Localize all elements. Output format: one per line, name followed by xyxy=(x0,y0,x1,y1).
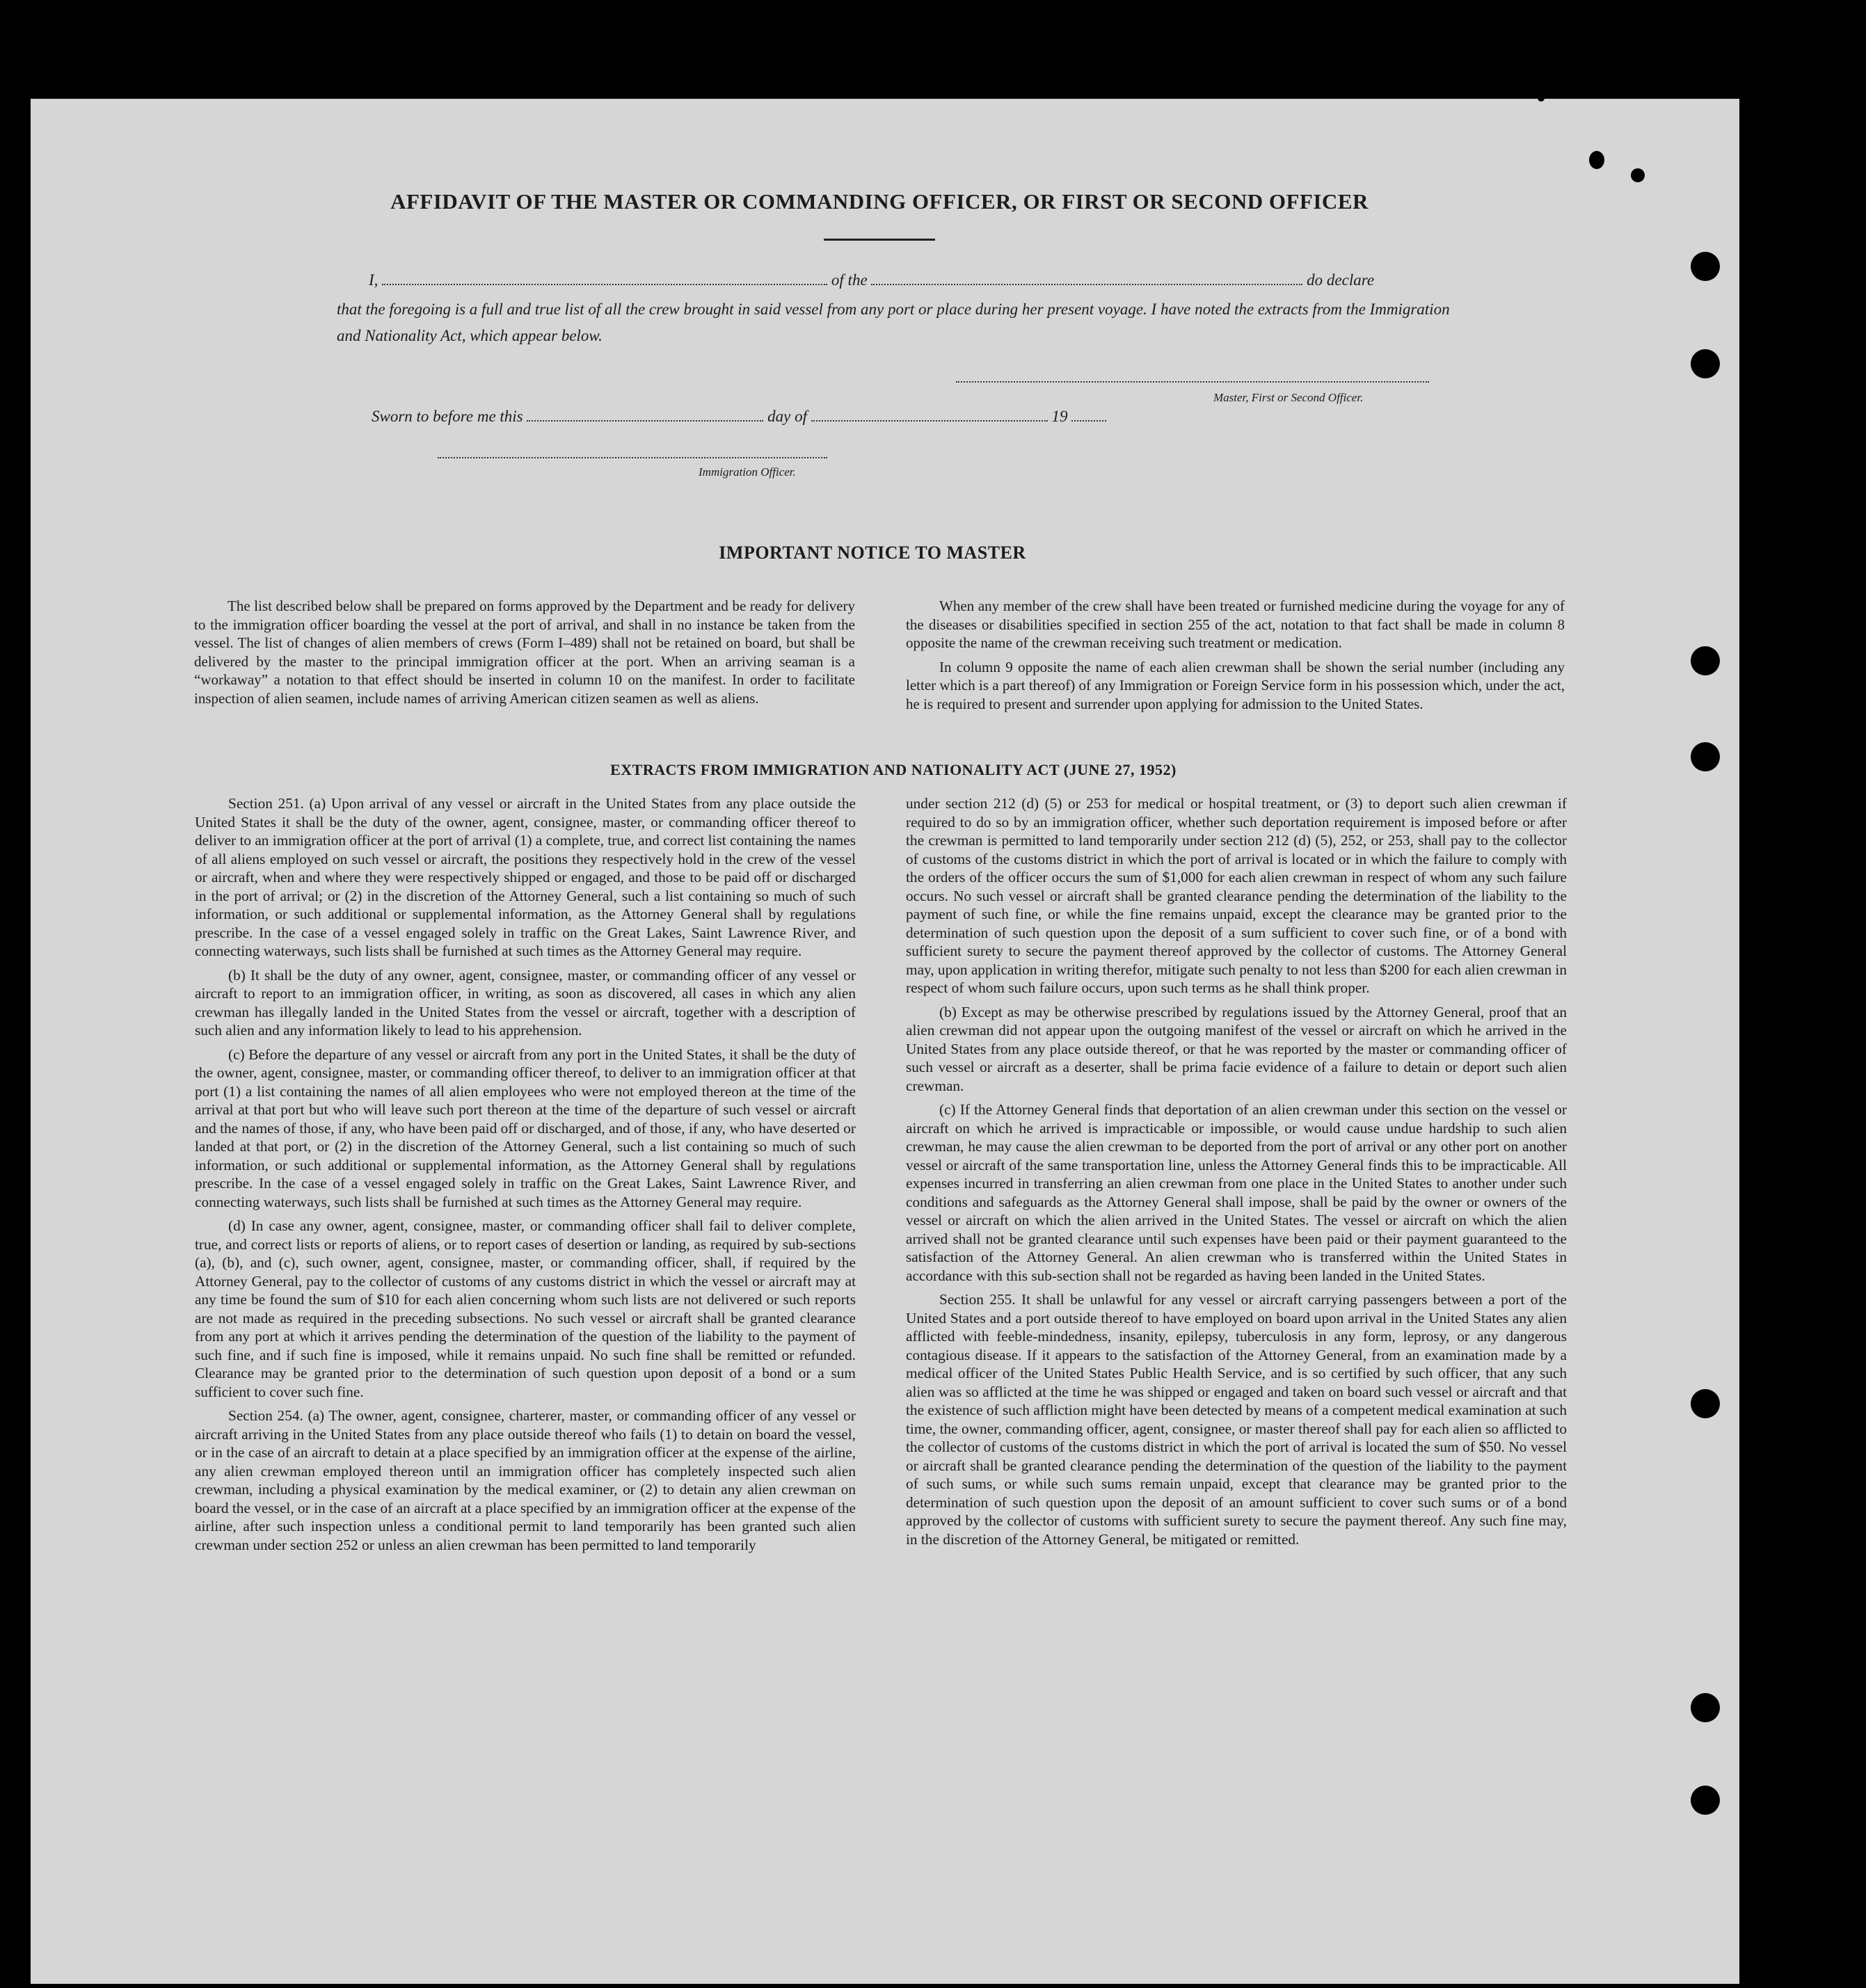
binder-hole xyxy=(1691,252,1720,281)
of-the-label: of the xyxy=(831,271,868,289)
day-of-label: day of xyxy=(767,408,807,425)
binder-hole xyxy=(1691,1389,1720,1418)
scan-smudge xyxy=(1631,168,1645,182)
binder-hole xyxy=(1691,646,1720,675)
section-251b: (b) It shall be the duty of any owner, agent, consignee, master, or commanding officer of any vessel or aircraft to report to an immigration officer, in writing, as soon as discovered, all cases in which any alien crewman has illegally landed in the United States from the vessel or aircraft, together with a description of such alien and any information likely to lead to his apprehension. xyxy=(195,966,856,1039)
affidavit-title: AFFIDAVIT OF THE MASTER OR COMMANDING OFFICER, OR FIRST OR SECOND OFFICER xyxy=(390,189,1369,214)
extracts-title: EXTRACTS FROM IMMIGRATION AND NATIONALITY ACT (JUNE 27, 1952) xyxy=(610,761,1177,778)
section-254b: (b) Except as may be otherwise prescribed by regulations issued by the Attorney General, proof that an alien crewman did not appear upon the outgoing manifest of the vessel or aircraft on which he arrived in the United States from any place outside thereof, or that he was reported by the master or commanding officer of such vessel or aircraft as a deserter, shall be prima facie evidence of a failure to detain or deport such alien crewman. xyxy=(906,1003,1567,1094)
scan-smudge xyxy=(1538,95,1545,102)
master-signature-label: Master, First or Second Officer. xyxy=(1213,391,1364,404)
section-251a: Section 251. (a) Upon arrival of any vessel or aircraft in the United States from any place outside the United States it shall be the duty of the owner, agent, consignee, master, or commanding officer thereof to deliver to an immigration officer at the port of arrival (1) a complete, true, and correct list containing the names of all aliens employed on such vessel or aircraft, the positions they respectively hold in the crew of the vessel or aircraft, when and where they were respectively shipped or engaged, and those to be paid off or discharged in the port of arrival; or (2) in the discretion of the Attorney General, such a list containing so much of such information, or such additional or supplemental information, as the Attorney General shall by regulations prescribe. In the case of a vessel engaged solely in traffic on the Great Lakes, Saint Lawrence River, and connecting waterways, such lists shall be furnished at such times as the Attorney General may require. xyxy=(195,795,856,959)
section-254a: Section 254. (a) The owner, agent, consignee, charterer, master, or commanding officer of any vessel or aircraft arriving in the United States from any place outside thereof who fails (1) to detain on board the vessel, or in the case of an aircraft to detain at a place specified by an immigration officer at the expense of the airline, any alien crewman employed thereon until an immigration officer has completely inspected such alien crewman, including a physical examination by the medical examiner, or (2) to detain any alien crewman on board the vessel, or in the case of an aircraft at a place specified by an immigration officer at the expense of the airline, after such inspection unless a conditional permit to land temporarily has been granted such alien crewman under section 252 or unless an alien crewman has been permitted to land temporarily xyxy=(195,1407,856,1553)
sworn-line xyxy=(372,406,1106,426)
notice-title: IMPORTANT NOTICE TO MASTER xyxy=(719,543,1026,563)
notice-right-column xyxy=(906,597,1565,713)
notice-paragraph: In column 9 opposite the name of each alien crewman shall be shown the serial number (including any letter which is a part thereof) of any Immigration or Foreign Service form in his possession which, under the act, he is required to present and surrender upon applying for admission to the United States. xyxy=(906,658,1565,712)
do-declare-label: do declare xyxy=(1307,271,1375,289)
immigration-officer-label: Immigration Officer. xyxy=(699,465,796,479)
sworn-month-field[interactable] xyxy=(811,406,1048,422)
notice-left-column xyxy=(194,597,855,707)
title-rule xyxy=(824,239,935,241)
binder-hole xyxy=(1691,1786,1720,1815)
document-page xyxy=(31,99,1739,1984)
declaration-line xyxy=(369,270,1374,289)
vessel-field[interactable] xyxy=(871,270,1302,285)
name-field[interactable] xyxy=(382,270,827,285)
section-255: Section 255. It shall be unlawful for any vessel or aircraft carrying passengers between a port of the United States and a port outside thereof to have employed on board upon arrival in the United States any alien afflicted with feeble-mindedness, insanity, epilepsy, tuberculosis in any form, leprosy, or any dangerous contagious disease. If it appears to the satisfaction of the Attorney General, from an examination made by a medical officer of the United States Public Health Service, and is so certified by such officer, that any such alien was so afflicted at the time he was shipped or engaged and taken on board such vessel or aircraft and that the existence of such affliction might have been detected by means of a competent medical examination at such time, the owner, commanding officer, agent, consignee, or master thereof shall pay for each alien so afflicted to the collector of customs of the customs district in which the port of arrival is located the sum of $50. No vessel or aircraft shall be granted clearance pending the determination of the question of the liability to the payment of such sums, or while such sums remain unpaid, except that clearance may be granted prior to the determination of such question upon the deposit of an amount sufficient to cover such sums or of a bond approved by the collector of customs with sufficient surety to secure the payment thereof. Any such fine may, in the discretion of the Attorney General, be mitigated or remitted. xyxy=(906,1291,1567,1548)
master-signature-line[interactable] xyxy=(956,381,1429,383)
notice-paragraph: When any member of the crew shall have been treated or furnished medicine during the voyage for any of the diseases or disabilities specified in section 255 of the act, notation to that fact shall be made in column 8 opposite the name of the crewman receiving such treatment or medication. xyxy=(906,598,1565,651)
scan-smudge xyxy=(1589,151,1604,169)
sworn-year-field[interactable] xyxy=(1071,406,1106,422)
section-251c: (c) Before the departure of any vessel or aircraft from any port in the United States, it shall be the duty of the owner, agent, consignee, master, or commanding officer thereof, to deliver to an immigration officer at that port (1) a list containing the names of all alien employees who were not employed thereon at the time of the arrival at that port but who will leave such port thereon at the time of the departure of such vessel or aircraft and the names of those, if any, who have been paid off or discharged, and of those, if any, who have deserted or landed at that port, or (2) in the discretion of the Attorney General, such a list containing so much of such information, or such additional or supplemental information, as the Attorney General shall by regulations prescribe. In the case of a vessel engaged solely in traffic on the Great Lakes, Saint Lawrence River, and connecting waterways, such lists shall be furnished at such times as the Attorney General may require. xyxy=(195,1045,856,1210)
binder-hole xyxy=(1691,1693,1720,1722)
binder-hole xyxy=(1691,742,1720,771)
section-251d: (d) In case any owner, agent, consignee, master, or commanding officer shall fail to deliver complete, true, and correct lists or reports of aliens, or to report cases of desertion or landing, as required by sub-sections (a), (b), and (c), such owner, agent, consignee, master, or commanding officer, shall, if required by the Attorney General, pay to the collector of customs of any customs district in which the vessel or aircraft may at any time be found the sum of $10 for each alien concerning whom such lists are not delivered or such reports are not made as required in the preceding subsections. No such vessel or aircraft shall be granted clearance from any port at which it arrives pending the determination of the question of the liability to the payment of such fine, and if such fine is imposed, while it remains unpaid. No such fine shall be remitted or refunded. Clearance may be granted prior to the determination of such question upon deposit of a bond or a sum sufficient to cover such fine. xyxy=(195,1217,856,1400)
i-label: I, xyxy=(369,271,378,289)
section-254c: (c) If the Attorney General finds that deportation of an alien crewman under this section on the vessel or aircraft on which he arrived is impracticable or impossible, or would cause undue hardship to such alien crewman, he may cause the alien crewman to be deported from the port of arrival or any other port on another vessel or aircraft of the same transportation line, unless the Attorney General finds this to be impracticable. All expenses incurred in transferring an alien crewman from one place in the United States to another under such conditions and safeguards as the Attorney General shall impose, shall be paid by the owner or owners of the vessel or aircraft on which the alien arrived in the United States. The vessel or aircraft on which the alien arrived shall not be granted clearance until such expenses have been paid or their payment guaranteed to the satisfaction of the Attorney General. An alien crewman who is transferred within the United States in accordance with this sub-section shall not be regarded as having been landed in the United States. xyxy=(906,1101,1567,1284)
sworn-day-field[interactable] xyxy=(527,406,763,422)
extracts-right-column xyxy=(906,794,1567,1548)
year-label: 19 xyxy=(1051,408,1068,425)
notice-paragraph: The list described below shall be prepared on forms approved by the Department and be ready for delivery to the immigration officer boarding the vessel at the port of arrival, and shall in no instance be taken from the vessel. The list of changes of alien members of crews (Form I–489) shall not be retained on board, but shall be delivered by the master to the principal immigration officer at the port. When an arriving seaman is a “workaway” a notation to that effect should be inserted in column 10 on the manifest. In order to facilitate inspection of alien seamen, include names of arriving American citizen seamen as well as aliens. xyxy=(194,598,855,707)
declaration-statement: that the foregoing is a full and true list of all the crew brought in said vessel from any port or place during her present voyage. I have noted the extracts from the Immigration and Nationality Act, which appear below. xyxy=(337,300,1450,344)
sworn-label: Sworn to before me this xyxy=(372,408,523,425)
section-254a-continued: under section 212 (d) (5) or 253 for medical or hospital treatment, or (3) to deport such alien crewman if required to do so by an immigration officer, whether such deportation requirement is imposed before or after the crewman is permitted to land temporarily under section 212 (d) (5), 252, or 253, shall pay to the collector of customs of the customs district in which the port of arrival is located or in which the failure to comply with the orders of the officer occurs the sum of $1,000 for each alien crewman in respect of whom any such failure occurs. No such vessel or aircraft shall be granted clearance pending the determination of the liability to the payment of such fine, or while the fine remains unpaid, except the clearance may be granted prior to the determination of such question upon the deposit of a sum sufficient to cover such fine, or of a bond with sufficient surety to secure the payment thereof approved by the collector of customs. The Attorney General may, upon application in writing therefor, mitigate such penalty to not less than $200 for each alien crewman in respect of whom such failure occurs, upon such terms as he shall think proper. xyxy=(906,795,1567,996)
immigration-officer-signature-line[interactable] xyxy=(438,457,827,458)
binder-hole xyxy=(1691,349,1720,378)
extracts-left-column xyxy=(195,794,856,1554)
